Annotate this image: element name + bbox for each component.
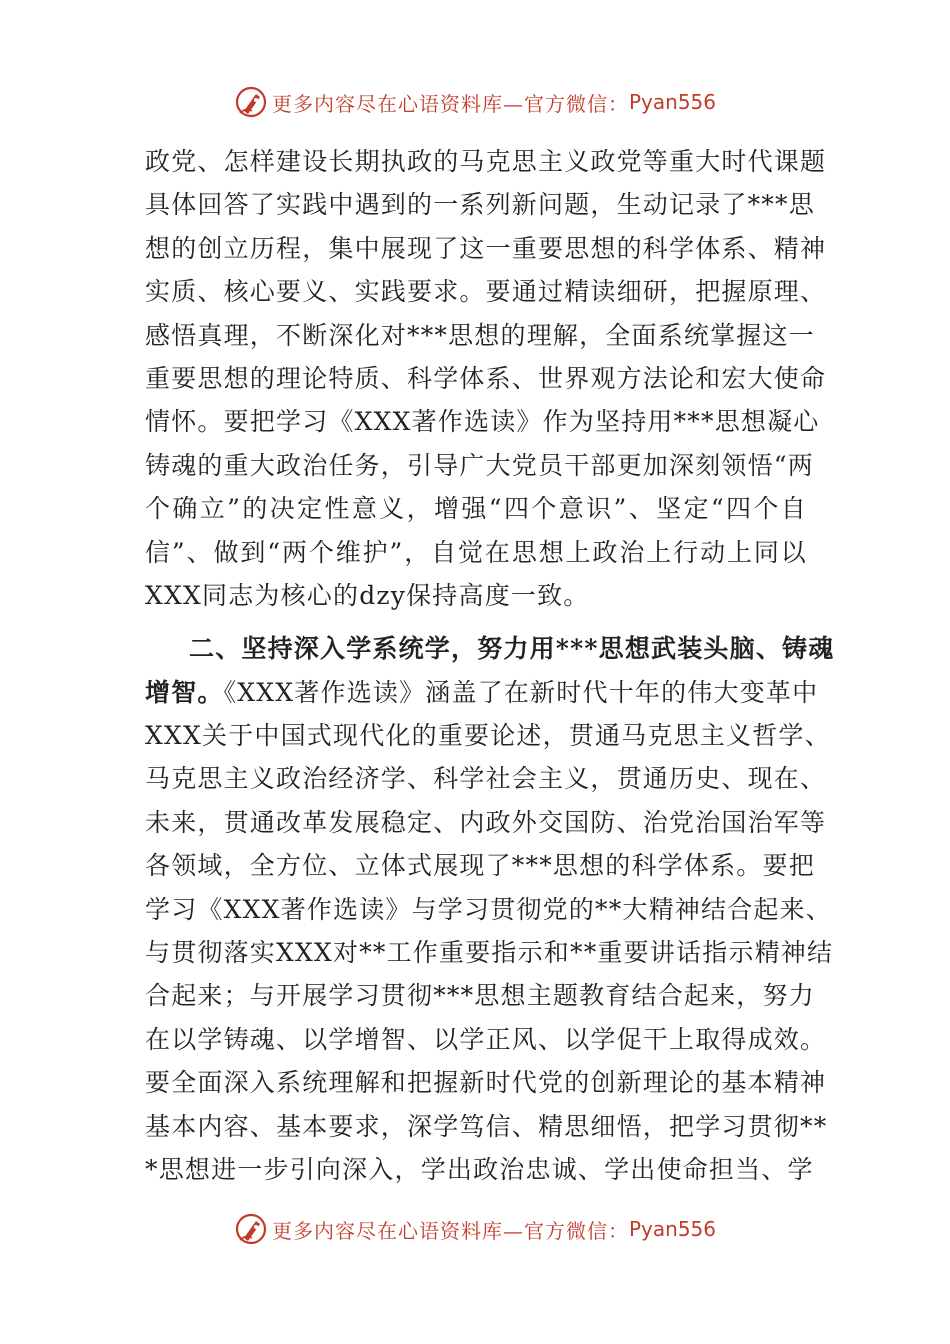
document-body <box>145 140 835 1191</box>
wechat-id: Pyan556 <box>628 1217 716 1241</box>
text-line-rest: 《XXX著作选读》涵盖了在新时代十年的伟大变革中 <box>223 677 819 707</box>
text-line: 感悟真理，不断深化对***思想的理解，全面系统掌握这一 <box>145 320 815 350</box>
pen-nib-circle-icon <box>234 1212 268 1246</box>
banner-text: 更多内容尽在心语资料库—官方微信： <box>271 1218 629 1243</box>
paragraph-gap <box>145 617 807 627</box>
section-heading: 二、坚持深入学系统学，努力用***思想武装头脑、铸魂 <box>189 634 835 664</box>
text-line: 要全面深入系统理解和把握新时代党的创新理论的基本精神 <box>145 1068 827 1098</box>
text-line: 铸魂的重大政治任务，引导广大党员干部更加深刻领悟“两 <box>145 450 814 480</box>
text-line: *思想进一步引向深入，学出政治忠诚、学出使命担当、学 <box>145 1154 814 1184</box>
text-line: 信”、做到“两个维护”，自觉在思想上政治上行动上同以 <box>145 537 807 567</box>
text-line: 各领域，全方位、立体式展现了***思想的科学体系。要把 <box>145 851 815 881</box>
header-banner <box>0 82 950 122</box>
text-line: 情怀。要把学习《XXX著作选读》作为坚持用***思想凝心 <box>145 407 820 437</box>
pen-nib-circle-icon <box>234 85 268 119</box>
text-line <box>145 671 819 714</box>
text-line: 马克思主义政治经济学、科学社会主义，贯通历史、现在、 <box>145 764 827 794</box>
text-line: 重要思想的理论特质、科学体系、世界观方法论和宏大使命 <box>145 363 827 393</box>
text-line: 与贯彻落实XXX对**工作重要指示和**重要讲话指示精神结 <box>145 938 834 968</box>
text-line: 在以学铸魂、以学增智、以学正风、以学促干上取得成效。 <box>145 1024 827 1054</box>
section-heading-end: 增智。 <box>145 677 224 707</box>
text-line: 想的创立历程，集中展现了这一重要思想的科学体系、精神 <box>145 233 827 263</box>
text-line: 个确立”的决定性意义，增强“四个意识”、坚定“四个自 <box>145 494 807 524</box>
text-line: XXX同志为核心的dzy保持高度一致。 <box>145 580 590 610</box>
text-line: 政党、怎样建设长期执政的马克思主义政党等重大时代课题 <box>145 147 827 176</box>
text-line: 具体回答了实践中遇到的一系列新问题，生动记录了***思 <box>145 190 815 220</box>
text-line: 基本内容、基本要求，深学笃信、精思细悟，把学习贯彻** <box>145 1111 828 1141</box>
text-line: XXX关于中国式现代化的重要论述，贯通马克思主义哲学、 <box>145 721 831 751</box>
footer-banner <box>0 1209 950 1249</box>
text-line: 学习《XXX著作选读》与学习贯彻党的**大精神结合起来、 <box>145 894 832 924</box>
banner-text: 更多内容尽在心语资料库—官方微信： <box>271 91 629 116</box>
text-line: 合起来；与开展学习贯彻***思想主题教育结合起来，努力 <box>145 981 815 1011</box>
wechat-id: Pyan556 <box>628 90 716 114</box>
text-line: 实质、核心要义、实践要求。要通过精读细研，把握原理、 <box>145 277 827 307</box>
text-line: 未来，贯通改革发展稳定、内政外交国防、治党治国治军等 <box>145 807 827 837</box>
